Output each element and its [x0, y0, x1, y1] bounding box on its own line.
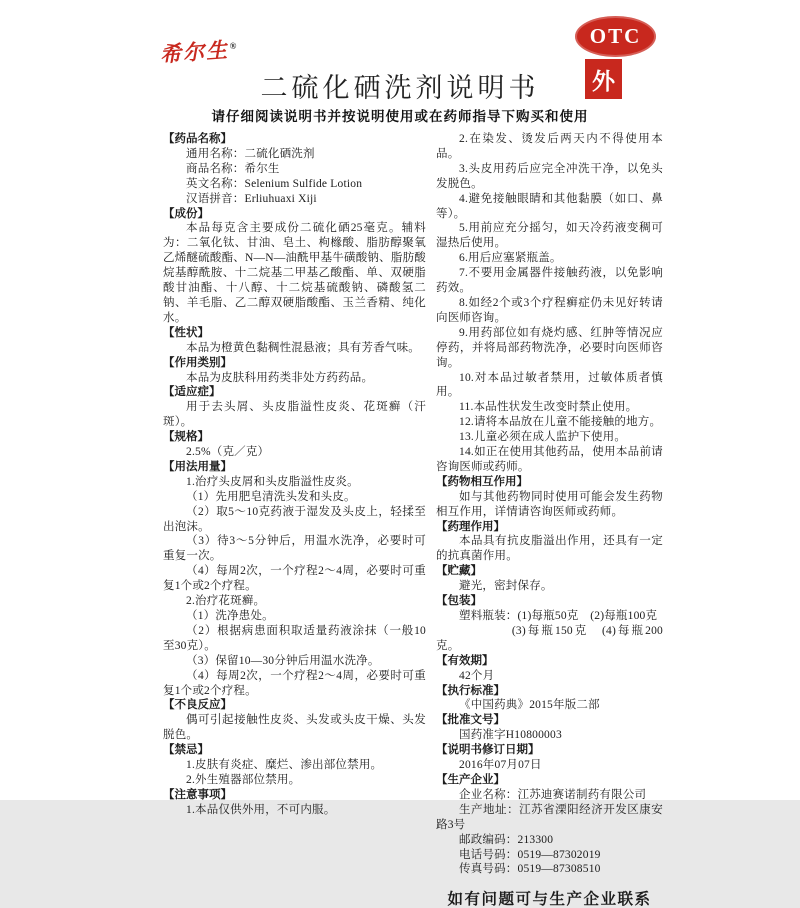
- paragraph: 2.外生殖器部位禁用。: [186, 773, 301, 786]
- paragraph: （1）先用肥皂清洗头发和头皮。: [186, 490, 356, 503]
- paragraph: 11.本品性状发生改变时禁止使用。: [459, 401, 638, 414]
- paragraph: 通用名称：二硫化硒洗剂: [186, 147, 315, 160]
- paragraph: 汉语拼音：Erliuhuaxi Xiji: [186, 192, 317, 205]
- section-heading: 【执行标准】: [436, 684, 505, 697]
- section-heading: 【适应症】: [163, 386, 221, 399]
- section-heading: 【作用类别】: [163, 356, 232, 369]
- paragraph: 3.头皮用药后应完全冲洗干净，以免头发脱色。: [436, 162, 663, 190]
- column-left: [163, 132, 426, 908]
- paragraph: （3）保留10—30分钟后用温水洗净。: [186, 654, 380, 667]
- section-heading: 【有效期】: [436, 654, 494, 667]
- brand-logo-text: 希尔生: [159, 37, 230, 67]
- paragraph: 2.5%（克／克）: [186, 446, 270, 459]
- section-heading: 【成份】: [163, 207, 209, 220]
- paragraph: 本品每克含主要成份二硫化硒25毫克。辅料为：二氧化钛、甘油、皂土、枸橼酸、脂肪醇聚氧乙烯醚硫酸酯、N—N—油酰甲基牛磺酸钠、脂肪酸烷基醇酰胺、十二烷基二甲基乙酸酯、单、双硬脂酸甘油酯、十八醇、十二烷基硫酸钠、磷酸氢二钠、羊毛脂、乙二醇双硬脂酸酯、玉兰香精、纯化水。: [163, 222, 426, 324]
- paragraph: （2）取5～10克药液于湿发及头皮上，轻揉至出泡沫。: [163, 505, 426, 533]
- paragraph: 13.儿童必须在成人监护下使用。: [459, 431, 627, 444]
- section-heading: 【注意事项】: [163, 788, 232, 801]
- paragraph: 如与其他药物同时使用可能会发生药物相互作用，详情请咨询医师或药师。: [436, 490, 663, 518]
- paragraph: 避光，密封保存。: [459, 580, 553, 593]
- paragraph: （1）洗净患处。: [186, 610, 274, 622]
- paragraph: 传真号码：0519—87308510: [459, 863, 601, 876]
- paragraph: 14.如正在使用其他药品，使用本品前请咨询医师或药师。: [436, 446, 663, 473]
- section-heading: 【药品名称】: [163, 133, 232, 145]
- page-title: 二硫化硒洗剂说明书: [260, 73, 540, 103]
- paragraph: （2）根据病患面积取适量药液涂抹（一般10至30克）。: [163, 624, 426, 652]
- paragraph: 企业名称：江苏迪赛诺制药有限公司: [459, 788, 647, 801]
- paragraph: 英文名称：Selenium Sulfide Lotion: [186, 177, 363, 190]
- paragraph: (3)每瓶150克 (4)每瓶200克。: [436, 624, 663, 652]
- paragraph: 1.本品仅供外用，不可内服。: [186, 803, 336, 816]
- section-heading: 【说明书修订日期】: [436, 744, 540, 757]
- paragraph: 2016年07月07日: [459, 759, 542, 772]
- paragraph: 塑料瓶装：(1)每瓶50克 (2)每瓶100克: [459, 610, 658, 622]
- paragraph: 电话号码：0519—87302019: [459, 848, 601, 861]
- paragraph: 9.用药部位如有烧灼感、红肿等情况应停药，并将局部药物洗净，必要时向医师咨询。: [436, 326, 663, 369]
- paragraph: 本品具有抗皮脂溢出作用，还具有一定的抗真菌作用。: [436, 535, 663, 563]
- paragraph: 4.避免接触眼睛和其他黏膜（如口、鼻等）。: [436, 192, 663, 220]
- paragraph: 偶可引起接触性皮炎、头发或头皮干燥、头发脱色。: [163, 714, 426, 742]
- paragraph: 本品为皮肤科用药类非处方药药品。: [186, 371, 374, 384]
- section-heading: 【批准文号】: [436, 714, 505, 727]
- section-heading: 【用法用量】: [163, 460, 232, 473]
- paragraph: 2.在染发、烫发后两天内不得使用本品。: [436, 133, 663, 160]
- contact-note: 如有问题可与生产企业联系: [447, 891, 652, 908]
- registered-trademark-icon: ®: [229, 40, 239, 51]
- section-heading: 【生产企业】: [436, 773, 505, 786]
- paragraph: （4）每周2次，一个疗程2～4周，必要时可重复1个或2个疗程。: [163, 565, 426, 593]
- section-heading: 【包装】: [436, 595, 482, 608]
- section-heading: 【性状】: [163, 326, 209, 339]
- paragraph: 12.请将本品放在儿童不能接触的地方。: [459, 416, 662, 429]
- paragraph: 国药准字H10800003: [459, 729, 562, 742]
- paragraph: （3）待3～5分钟后，用温水洗净，必要时可重复一次。: [163, 535, 426, 563]
- paragraph: 42个月: [459, 669, 495, 682]
- paragraph: 《中国药典》2015年版二部: [459, 699, 600, 712]
- section-heading: 【药理作用】: [436, 520, 505, 533]
- section-heading: 【不良反应】: [163, 699, 232, 712]
- paragraph: （4）每周2次，一个疗程2～4周，必要时可重复1个或2个疗程。: [163, 669, 426, 697]
- paragraph: 生产地址：江苏省溧阳经济开发区康安路3号: [436, 803, 663, 831]
- usage-warning-subtitle: 请仔细阅读说明书并按说明使用或在药师指导下购买和使用: [211, 109, 589, 124]
- section-heading: 【禁忌】: [163, 744, 209, 757]
- paragraph: 8.如经2个或3个疗程癣症仍未见好转请向医师咨询。: [436, 296, 663, 324]
- paragraph: 邮政编码：213300: [459, 833, 554, 846]
- section-heading: 【药物相互作用】: [436, 475, 528, 488]
- paragraph: 2.治疗花斑癣。: [186, 595, 266, 608]
- paragraph: 7.不要用金属器件接触药液，以免影响药效。: [436, 267, 663, 295]
- column-right: [436, 132, 663, 908]
- otc-badge: OTC: [575, 16, 656, 57]
- external-use-badge: 外: [585, 59, 622, 99]
- paragraph: 5.用前应充分摇匀，如天冷药液变稠可湿热后使用。: [436, 222, 663, 250]
- leaflet-body: [163, 132, 663, 908]
- paragraph: 10.对本品过敏者禁用，过敏体质者慎用。: [436, 371, 663, 399]
- paragraph: 用于去头屑、头皮脂溢性皮炎、花斑癣（汗斑）。: [163, 401, 426, 429]
- section-heading: 【贮藏】: [436, 565, 482, 578]
- paragraph: 1.治疗头皮屑和头皮脂溢性皮炎。: [186, 475, 359, 488]
- brand-logo: [159, 33, 240, 68]
- paragraph: 1.皮肤有炎症、糜烂、渗出部位禁用。: [186, 759, 383, 772]
- paragraph: 本品为橙黄色黏稠性混悬液；具有芳香气味。: [186, 341, 420, 354]
- paragraph: 6.用后应塞紧瓶盖。: [459, 252, 562, 265]
- paragraph: 商品名称：希尔生: [186, 162, 280, 175]
- section-heading: 【规格】: [163, 431, 209, 444]
